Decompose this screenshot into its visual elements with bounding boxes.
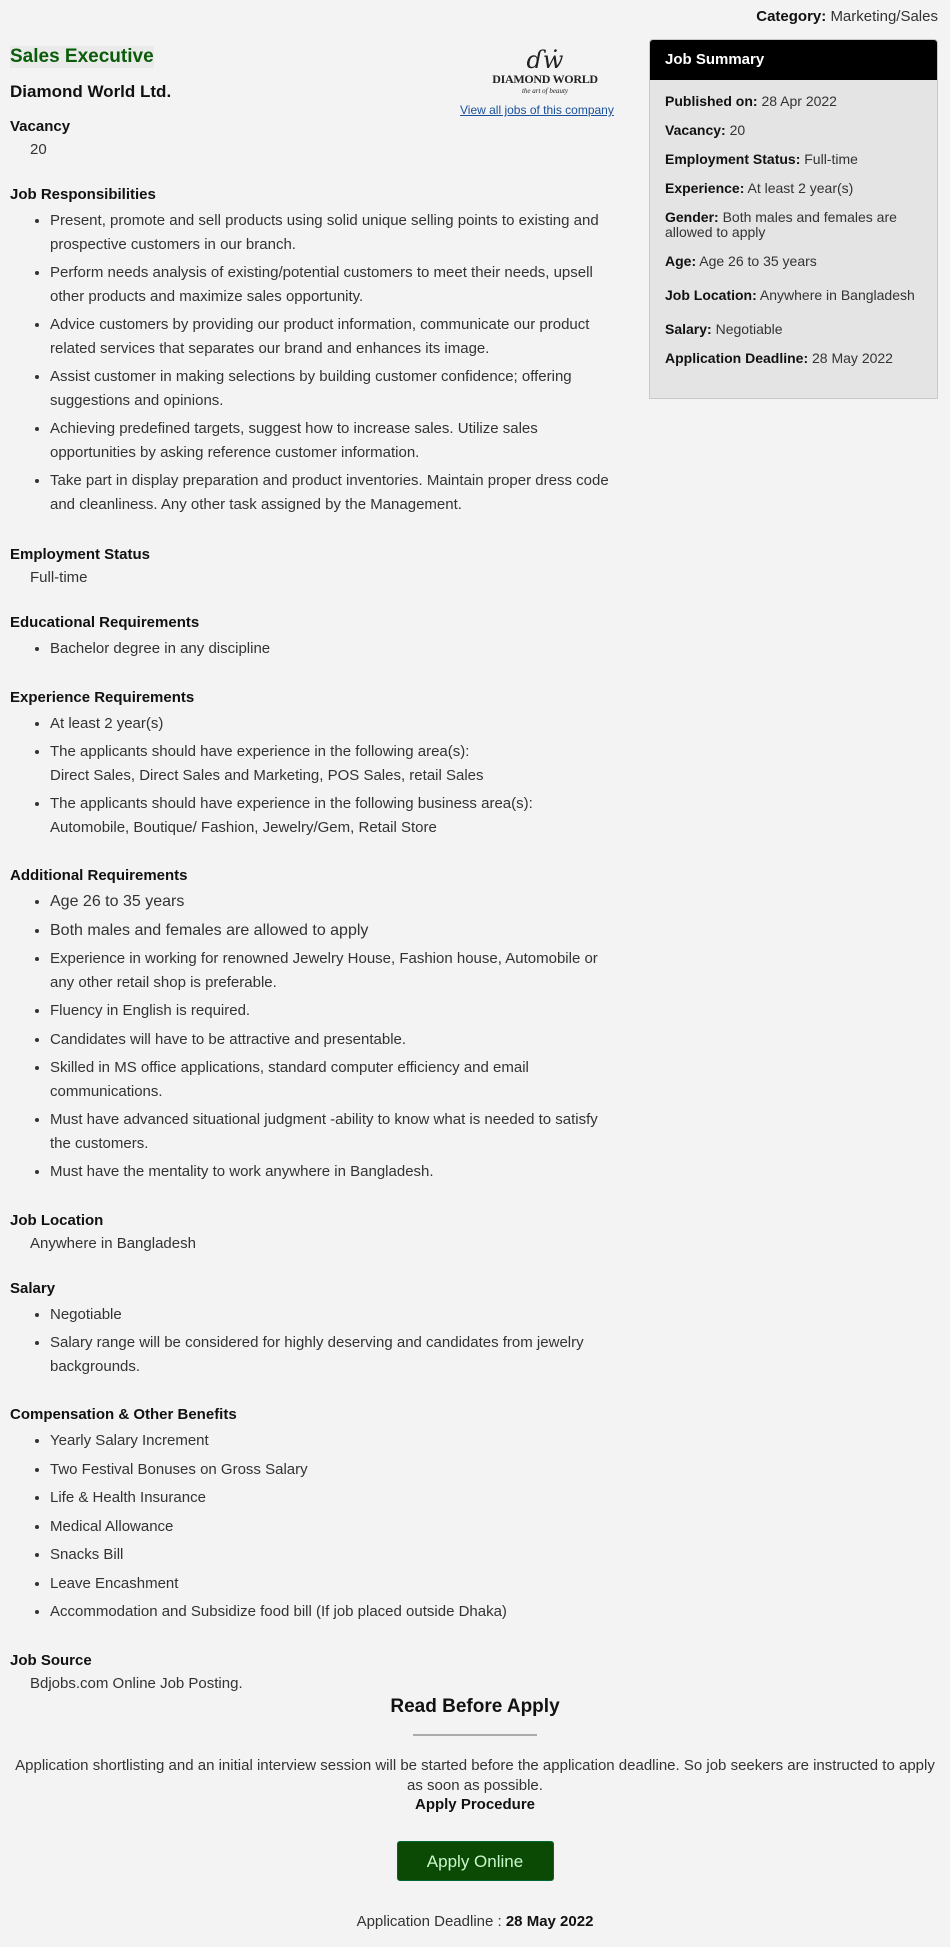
summary-salary: Salary: Negotiable [665,321,783,337]
application-deadline: Application Deadline : 28 May 2022 [356,1913,594,1930]
list-item: • Must have advanced situational judgment -ability to know what is needed to satisfy the customers. [50,1108,610,1155]
employment-heading: Employment Status [10,546,151,563]
list-item: • Candidates will have to be attractive and presentable. [50,1028,610,1052]
list-item: • At least 2 year(s) [50,712,610,736]
salary-heading: Salary [10,1279,56,1297]
experience-list [10,712,610,840]
list-item: • Leave Encashment [50,1572,610,1596]
source-heading: Job Source [10,1651,92,1669]
benefits-list [10,1429,610,1624]
apply-note: Application shortlisting and an initial interview session will be started before the application deadline. So job seekers are instructed to apply as soon as possible. [15,1757,935,1794]
vacancy-heading: Vacancy [10,118,71,135]
divider [413,1734,537,1736]
list-item: • Present, promote and sell products using solid unique selling points to existing and prospective customers in our branch. [50,209,610,256]
list-item: • Must have the mentality to work anywhere in Bangladesh. [50,1160,610,1184]
list-item: • Advice customers by providing our product information, communicate our product related services that separates our brand and enhances its image. [50,313,610,360]
additional-heading: Additional Requirements [10,867,188,884]
additional-list [10,890,610,1184]
job-summary-panel [649,39,938,399]
summary-published: Published on: 28 Apr 2022 [665,93,837,109]
list-item: • Both males and females are allowed to apply [50,919,610,943]
job-details [10,46,614,1692]
list-item: • Salary range will be considered for highly deserving and candidates from jewelry backgrounds. [50,1331,610,1378]
list-item: • Take part in display preparation and product inventories. Maintain proper dress code and cleanliness. Any other task assigned by the Management. [50,469,610,516]
list-item: • Bachelor degree in any discipline [50,637,610,661]
benefits-heading: Compensation & Other Benefits [10,1406,237,1423]
read-before-apply-heading: Read Before Apply [390,1696,560,1717]
list-item: • Snacks Bill [50,1543,610,1567]
salary-list [10,1303,610,1379]
location-heading: Job Location [10,1211,104,1229]
summary-deadline: Application Deadline: 28 May 2022 [665,350,893,366]
summary-gender: Gender: Both males and females are allowed to apply [665,209,897,240]
list-item: • The applicants should have experience in the following business area(s): Automobile, Boutique/ Fashion, Jewelry/Gem, Retail Store [50,792,610,839]
apply-section [0,1696,950,1930]
logo-mark-icon: ɗẇ [526,46,564,74]
apply-online-button[interactable]: Apply Online [397,1841,554,1881]
summary-vacancy: Vacancy: 20 [665,122,746,138]
job-summary-heading: Job Summary [650,40,937,80]
company-name: Diamond World Ltd. [10,82,172,101]
summary-employment: Employment Status: Full-time [665,151,858,167]
list-item: • Assist customer in making selections by building customer confidence; offering suggestions and opinions. [50,365,610,412]
education-list [10,637,610,661]
list-item: • Fluency in English is required. [50,999,610,1023]
company-logo: ɗẇ DIAMOND WORLD the art of beauty View all jobs of this company [460,46,614,117]
list-item: • Two Festival Bonuses on Gross Salary [50,1458,610,1482]
list-item: • Skilled in MS office applications, standard computer efficiency and email communications. [50,1056,610,1103]
apply-procedure-heading: Apply Procedure [414,1796,536,1813]
summary-location: Job Location: Anywhere in Bangladesh [665,287,915,303]
list-item: • Yearly Salary Increment [50,1429,610,1453]
source-value: Bdjobs.com Online Job Posting. [30,1674,243,1692]
list-item: • Age 26 to 35 years [50,890,610,914]
summary-age: Age: Age 26 to 35 years [665,253,817,269]
list-item: • The applicants should have experience in the following area(s): Direct Sales, Direct Sales and Marketing, POS Sales, retail Sales [50,740,610,787]
category: Category: Marketing/Sales [756,8,938,25]
education-heading: Educational Requirements [10,614,200,631]
responsibilities-list [10,209,610,516]
experience-heading: Experience Requirements [10,688,195,706]
summary-experience: Experience: At least 2 year(s) [665,180,854,196]
list-item: • Achieving predefined targets, suggest how to increase sales. Utilize sales opportunities by asking reference customer information. [50,417,610,464]
responsibilities-heading: Job Responsibilities [10,186,156,203]
list-item: • Accommodation and Subsidize food bill (If job placed outside Dhaka) [50,1600,610,1624]
view-all-jobs-link[interactable]: View all jobs of this company [460,103,614,117]
list-item: • Medical Allowance [50,1515,610,1539]
list-item: • Negotiable [50,1303,610,1327]
list-item: • Experience in working for renowned Jewelry House, Fashion house, Automobile or any other retail shop is preferable. [50,947,610,994]
vacancy-value: 20 [30,141,47,158]
list-item: • Life & Health Insurance [50,1486,610,1510]
job-title: Sales Executive [10,46,154,67]
location-value: Anywhere in Bangladesh [30,1234,196,1252]
employment-value: Full-time [30,569,88,586]
list-item: • Perform needs analysis of existing/potential customers to meet their needs, upsell other products and maximize sales opportunity. [50,261,610,308]
